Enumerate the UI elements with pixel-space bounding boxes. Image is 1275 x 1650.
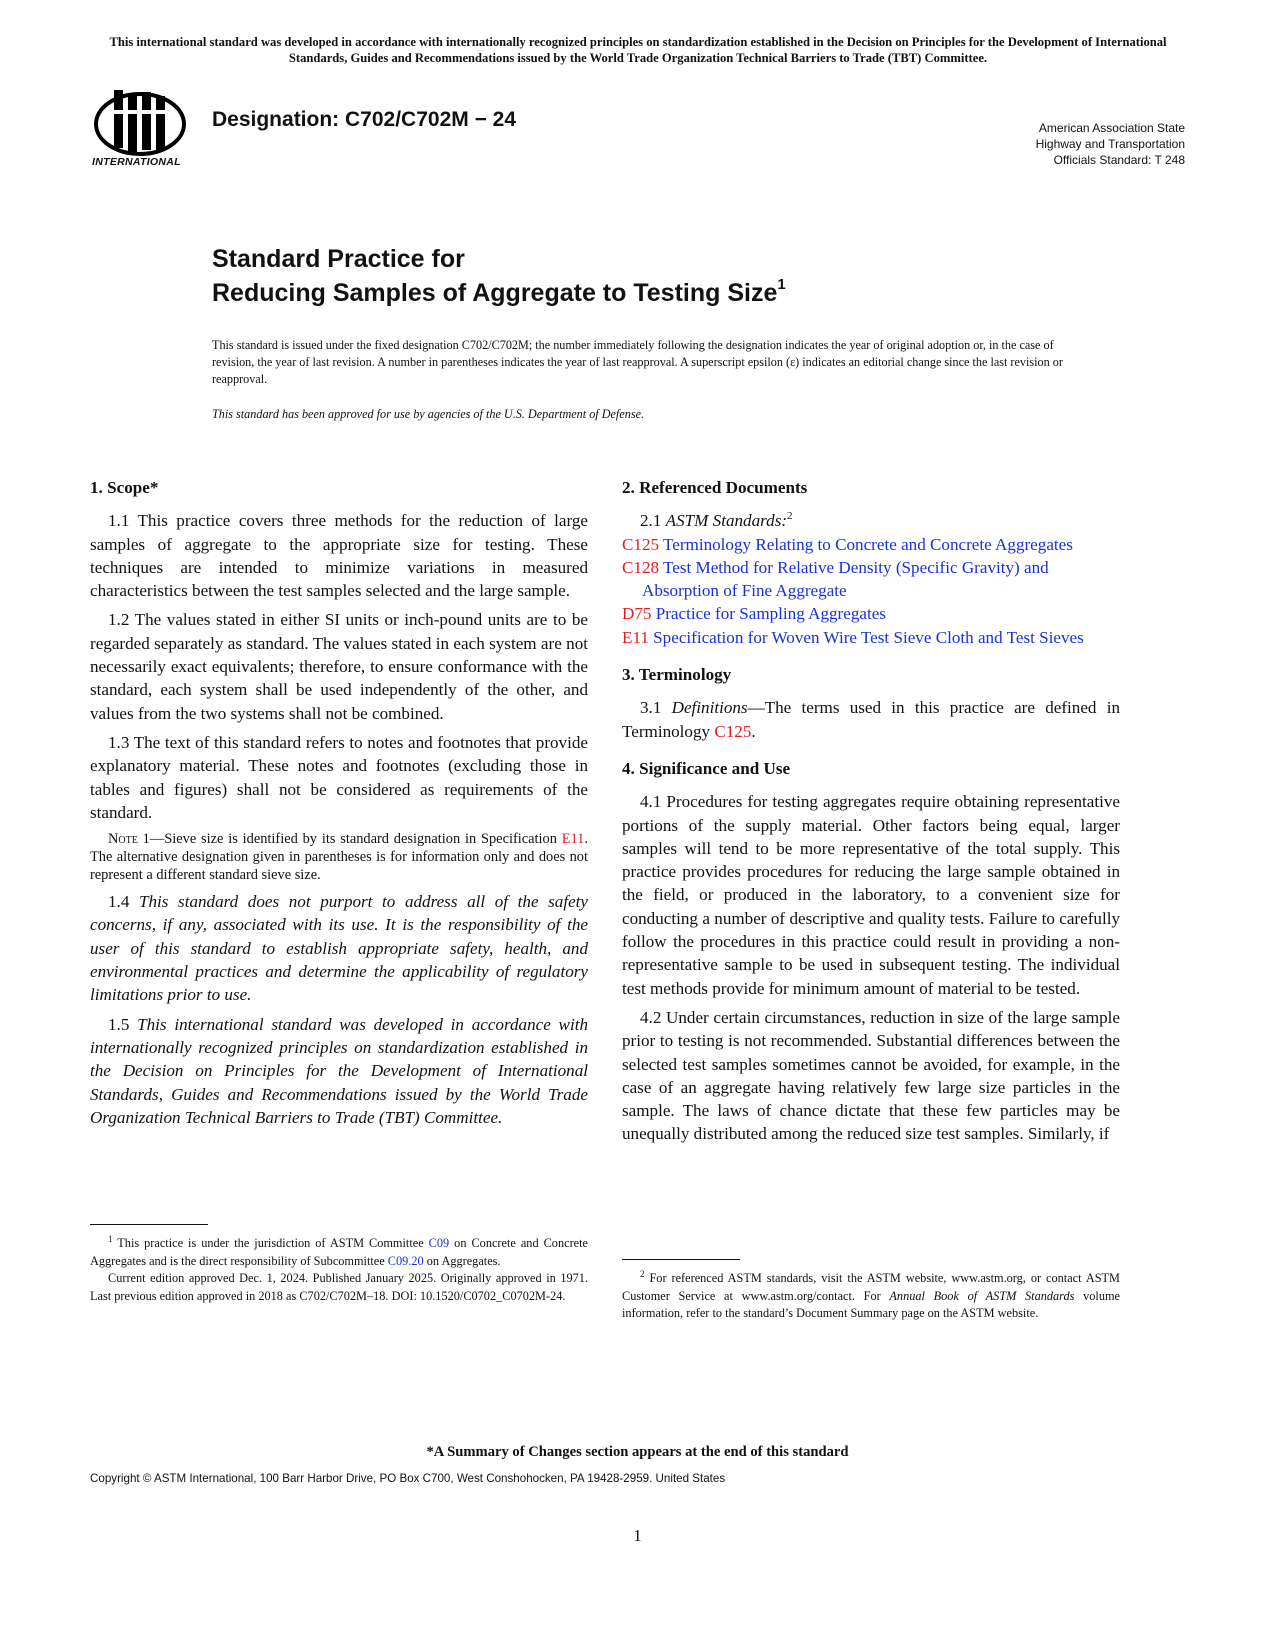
wto-notice: This international standard was developed in accordance with internationally recognized principles on standardization established in the Decision on Principles for the Development of International Standards, Guides and Recommendations issued by the World Trade Organization Technical Barriers to Trade (TBT) Committee. [109,35,1167,65]
footnote-text: This practice is under the jurisdiction of ASTM Committee [112,1236,429,1250]
footnote-text: volume information, refer to the standard’s Document Summary page on the ASTM website. [622,1288,1120,1320]
paragraph-number: 3.1 [640,698,672,718]
paragraph-end: . [751,721,756,741]
reference-c125[interactable] [622,533,1120,556]
paragraph-4-1: 4.1 Procedures for testing aggregates require obtaining representative portions of the supply material. Other factors being equal, larger samples will tend to be more representative of the total supply. This practice provides procedures for reducing the large sample obtained in the field, or produced in the laboratory, to a convenient size for conducting a number of descriptive and quality tests. Failure to carefully follow the procedures in this practice could result in providing a non-representative sample to be used in subsequent testing. The individual test methods provide for minimum amount of material to be tested. [622,792,1120,998]
reference-code[interactable]: E11 [622,627,649,647]
section-heading-scope: 1. Scope* [90,478,159,497]
dod-note: This standard has been approved for use by agencies of the U.S. Department of Defense. [212,407,645,421]
issue-note: This standard is issued under the fixed designation C702/C702M; the number immediately following the designation indicates the year of original adoption or, in the case of revision, the year of last revision. A number in parentheses indicates the year of last reapproval. A superscript epsilon (ε) indicates an editorial change since the last revision or reapproval. [212,338,1063,386]
note-ref-e11[interactable]: E11 [561,831,585,848]
reference-c128[interactable] [622,556,1120,603]
paragraph-1-1: 1.1 This practice covers three methods for the reduction of large samples of aggregate to the appropriate size for testing. These techniques are intended to minimize variations in measured characteristics between the test samples selected and the large sample. [90,511,588,601]
paragraph-1-4 [90,890,588,1006]
section-heading-significance: 4. Significance and Use [622,758,791,778]
logo-subtitle: INTERNATIONAL [92,156,181,168]
paragraph-2-1 [622,509,1120,532]
reference-code[interactable]: C128 [622,557,660,577]
footnote-1 [90,1224,588,1305]
annual-book-title: Annual Book of ASTM Standards [889,1288,1075,1303]
reference-title[interactable]: Test Method for Relative Density (Specific Gravity) and Absorption of Fine Aggregate [642,557,1049,601]
section-heading-terminology: 3. Terminology [622,665,732,685]
footnote-divider [90,1224,208,1225]
footnote-mark: 1 [108,1234,113,1244]
reference-title[interactable]: Practice for Sampling Aggregates [651,604,886,624]
paragraph-number: 1.4 [108,892,139,912]
document-title [212,242,786,310]
note-1 [90,830,588,884]
note-label: Note [108,831,138,848]
footnote-mark-2[interactable]: 2 [787,510,793,523]
footnote-1-text [90,1235,588,1270]
paragraph-1-2: 1.2 The values stated in either SI units or inch-pound units are to be regarded separately as standard. The values stated in each system are not necessarily exact equivalents; therefore, to ensure conformance with the standard, each system shall be used independently of the other, and values from the two systems shall not be combined. [90,610,588,723]
title-footnote-mark[interactable]: 1 [777,276,786,293]
definitions-term: Definitions [671,698,748,718]
section-heading-referenced-documents: 2. Referenced Documents [622,478,808,497]
paragraph-4-2: 4.2 Under certain circumstances, reduction in size of the large sample prior to testing is not recommended. Substantial differences between the selected test samples sometimes cannot be avoided, for example, in the case of an aggregate having relatively few large size particles in the sample. The laws of chance dictate that these few particles may be unequally distributed among the reduced size test samples. Similarly, if [622,1007,1120,1144]
summary-of-changes-note: *A Summary of Changes section appears at the end of this standard [426,1444,849,1460]
title-text: Reducing Samples of Aggregate to Testing Size [212,279,778,307]
paragraph-text: This standard does not purport to address all of the safety concerns, if any, associated with its use. It is the responsibility of the user of this standard to establish appropriate safety, health, and environmental practices and determine the applicability of regulatory limitations prior to use. [90,892,589,1005]
reference-code[interactable]: D75 [622,604,652,624]
designation: Designation: C702/C702M − 24 [212,108,517,131]
paragraph-number: 1.5 [108,1014,138,1034]
committee-link-c09[interactable]: C09 [428,1236,450,1250]
right-column [622,476,1120,1152]
reference-code[interactable]: C125 [622,534,660,554]
footnote-2-text [622,1270,1120,1323]
paragraph-3-1 [622,696,1120,743]
page-number: 1 [633,1526,642,1545]
paragraph-number: 2.1 [640,511,666,531]
aashto-line: Officials Standard: T 248 [1053,153,1185,167]
footnote-text: on Concrete and Concrete Aggregates and is the direct responsibility of Subcommittee [90,1236,588,1268]
note-text: . The alternative designation given in parentheses is for information only and does not represent a different standard sieve size. [90,831,588,884]
aashto-line: American Association State [1038,121,1185,135]
reference-title[interactable]: Terminology Relating to Concrete and Concrete Aggregates [659,534,1073,554]
paragraph-text: —The terms used in this practice are defined in Terminology [622,698,1120,741]
aashto-line: Highway and Transportation [1035,137,1185,151]
terminology-ref-c125[interactable]: C125 [714,721,752,741]
reference-title[interactable]: Specification for Woven Wire Test Sieve Cloth and Test Sieves [648,627,1084,647]
paragraph-text: This international standard was developed in accordance with internationally recognized principles on standardization established in the Decision on Principles for the Development of International Standards, Guides and Recommendations issued by the World Trade Organization Technical Barriers to Trade (TBT) Committee. [90,1014,588,1127]
footnote-text: For referenced ASTM standards, visit the ASTM website, www.astm.org, or contact ASTM Customer Service at www.astm.org/contact. For [622,1271,1120,1303]
note-text: 1—Sieve size is identified by its standard designation in Specification [137,831,562,848]
footnote-divider [622,1259,740,1260]
title-line-2 [212,276,786,310]
paragraph-1-3: 1.3 The text of this standard refers to notes and footnotes that provide explanatory material. These notes and footnotes (excluding those in tables and figures) shall not be considered as requirements of the standard. [90,732,588,822]
paragraph-1-5 [90,1013,588,1129]
title-line-1: Standard Practice for [212,245,465,273]
footnote-text: on Aggregates. [423,1253,501,1268]
footnote-mark: 2 [640,1269,645,1279]
astm-standards-label: ASTM Standards: [665,511,788,531]
subcommittee-link-c09-20[interactable]: C09.20 [387,1253,424,1268]
reference-e11[interactable] [622,626,1120,649]
footnote-2 [622,1259,1120,1323]
aashto-reference [1036,120,1185,168]
footnote-1-edition: Current edition approved Dec. 1, 2024. Published January 2025. Originally approved in 1971. Last previous edition approved in 2018 as C702/C702M–18. DOI: 10.1520/C0702_C0702M-24. [90,1271,588,1303]
left-column [90,476,588,1135]
reference-d75[interactable] [622,602,1120,625]
copyright: Copyright © ASTM International, 100 Barr Harbor Drive, PO Box C700, West Conshohocken, PA 19428-2959. United States [90,1472,726,1485]
astm-logo [90,86,200,178]
